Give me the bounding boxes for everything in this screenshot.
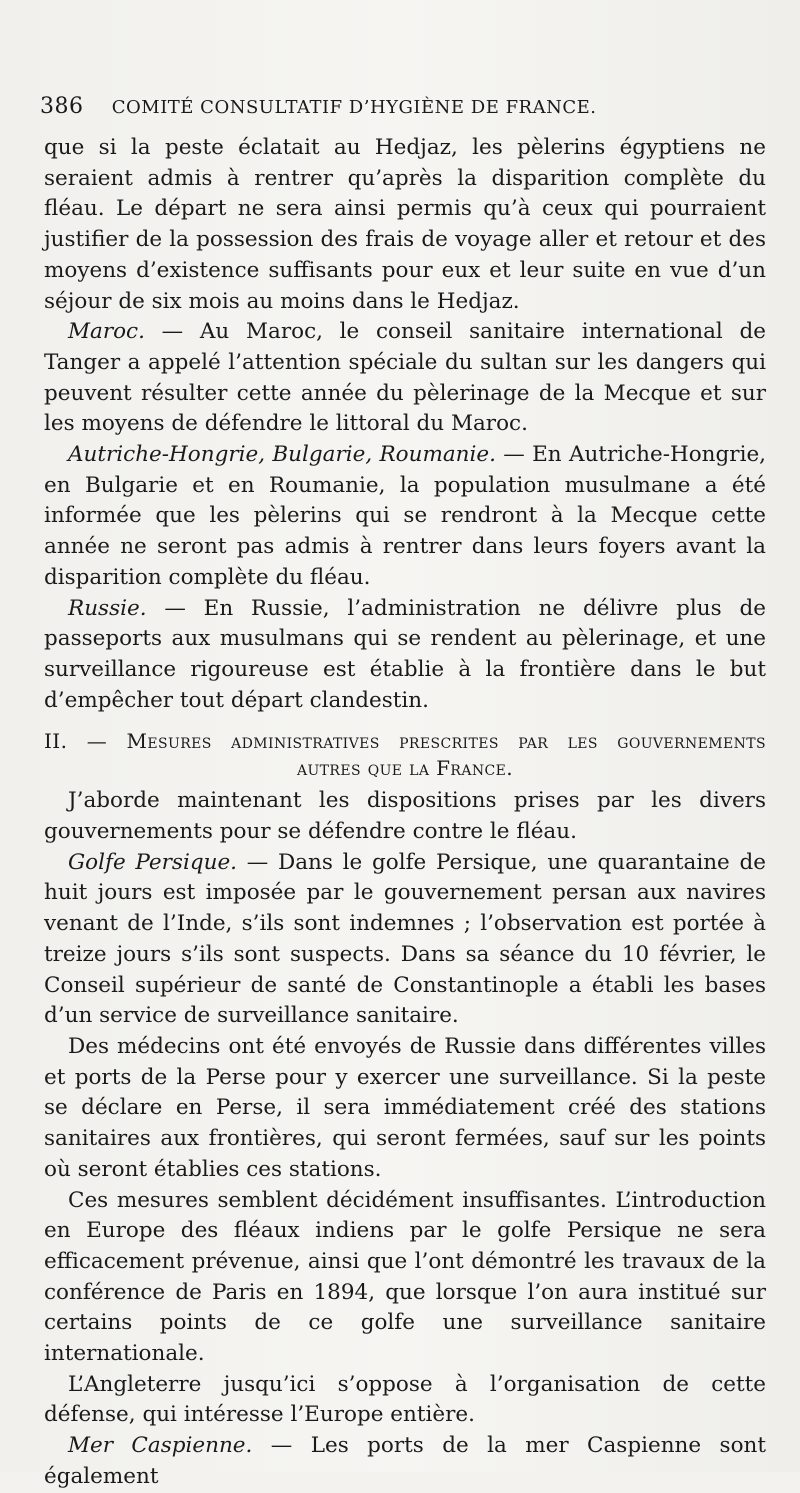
paragraph-lead: Golfe Persique.	[68, 849, 237, 875]
paragraph	[44, 786, 766, 847]
paragraph-lead: Autriche-Hongrie, Bulgarie, Roumanie.	[68, 442, 496, 468]
paragraph-lead: Maroc.	[68, 319, 145, 345]
paragraph-text: J’aborde maintenant les dispositions prises par les divers gouvernements pour se défendre contre le fléau.	[44, 788, 766, 845]
paragraph	[44, 440, 766, 594]
paragraph-text: — Les ports de la mer Caspienne sont également	[44, 1433, 766, 1489]
paragraph-lead: Mer Caspienne.	[68, 1433, 253, 1459]
paragraph-text: Des médecins ont été envoyés de Russie dans différentes villes et ports de la Perse pour y exercer une surveillance. Si la peste se déclare en Perse, il sera immédiatement créé des stations sanitaires aux frontières, qui seront fermées, sauf sur les points où seront établies ces stations.	[44, 1033, 766, 1182]
section-heading: II. — Mesures administratives prescrites par les gouvernements	[44, 729, 766, 754]
paragraph-text: — Dans le golfe Persique, une quarantaine de huit jours est imposée par le gouvernement persan aux navires venant de l’Inde, s’ils sont indemnes ; l’observation est portée à treize jours s’ils sont suspects. Dans sa séance du 10 février, le Conseil supérieur de santé de Constantinople a établi les bases d’un service de surveillance sanitaire.	[44, 849, 766, 1029]
paragraph	[44, 1370, 766, 1431]
paragraph-text: Ces mesures semblent décidément insuffisantes. L’introduction en Europe des fléaux indiens par le golfe Persique ne sera efficacement prévenue, ainsi que l’ont démontré les travaux de la conférence de Paris en 1894, que lorsque l’on aura institué sur certains points de ce golfe une surveillance sanitaire internationale.	[44, 1187, 766, 1367]
paragraph-text: — Au Maroc, le conseil sanitaire international de Tanger a appelé l’attention spéciale du sultan sur les dangers qui peuvent résulter cette année du pèlerinage de la Mecque et sur les moyens de défendre le littoral du Maroc.	[44, 319, 766, 437]
paragraph	[44, 1186, 766, 1370]
page-header	[40, 94, 760, 119]
paragraph-lead: Russie.	[68, 595, 147, 621]
paragraph	[44, 133, 766, 317]
paragraph	[44, 1431, 766, 1492]
paragraph	[44, 594, 766, 717]
section-heading-continued: autres que la France.	[296, 756, 514, 781]
body-text	[44, 133, 766, 1493]
paragraph-text: que si la peste éclatait au Hedjaz, les pèlerins égyptiens ne seraient admis à rentrer qu’après la disparition complète du fléau. Le départ ne sera ainsi permis qu’à ceux qui pourraient justifier de la possession des frais de voyage aller et retour et des moyens d’existence suffisants pour eux et leur suite en vue d’un séjour de six mois au moins dans le Hedjaz.	[44, 135, 766, 314]
paragraph	[44, 1032, 766, 1186]
paragraph	[44, 317, 766, 440]
paragraph-text: — En Russie, l’administration ne délivre plus de passeports aux musulmans qui se rendent au pèlerinage, et une surveillance rigoureuse est établie à la frontière dans le but d’empêcher tout départ clandestin.	[44, 595, 766, 713]
page-number: 386	[40, 94, 84, 119]
paragraph-text: L’Angleterre jusqu’ici s’oppose à l’organisation de cette défense, qui intéresse l’Europe entière.	[44, 1371, 766, 1428]
paragraph-text: — En Autriche-Hongrie, en Bulgarie et en Roumanie, la population musulmane a été informée que les pèlerins qui se rendront à la Mecque cette année ne seront pas admis à rentrer dans leurs foyers avant la disparition complète du fléau.	[44, 442, 766, 590]
running-title: COMITÉ CONSULTATIF D’HYGIÈNE DE FRANCE.	[111, 97, 597, 118]
paragraph	[44, 848, 766, 1032]
